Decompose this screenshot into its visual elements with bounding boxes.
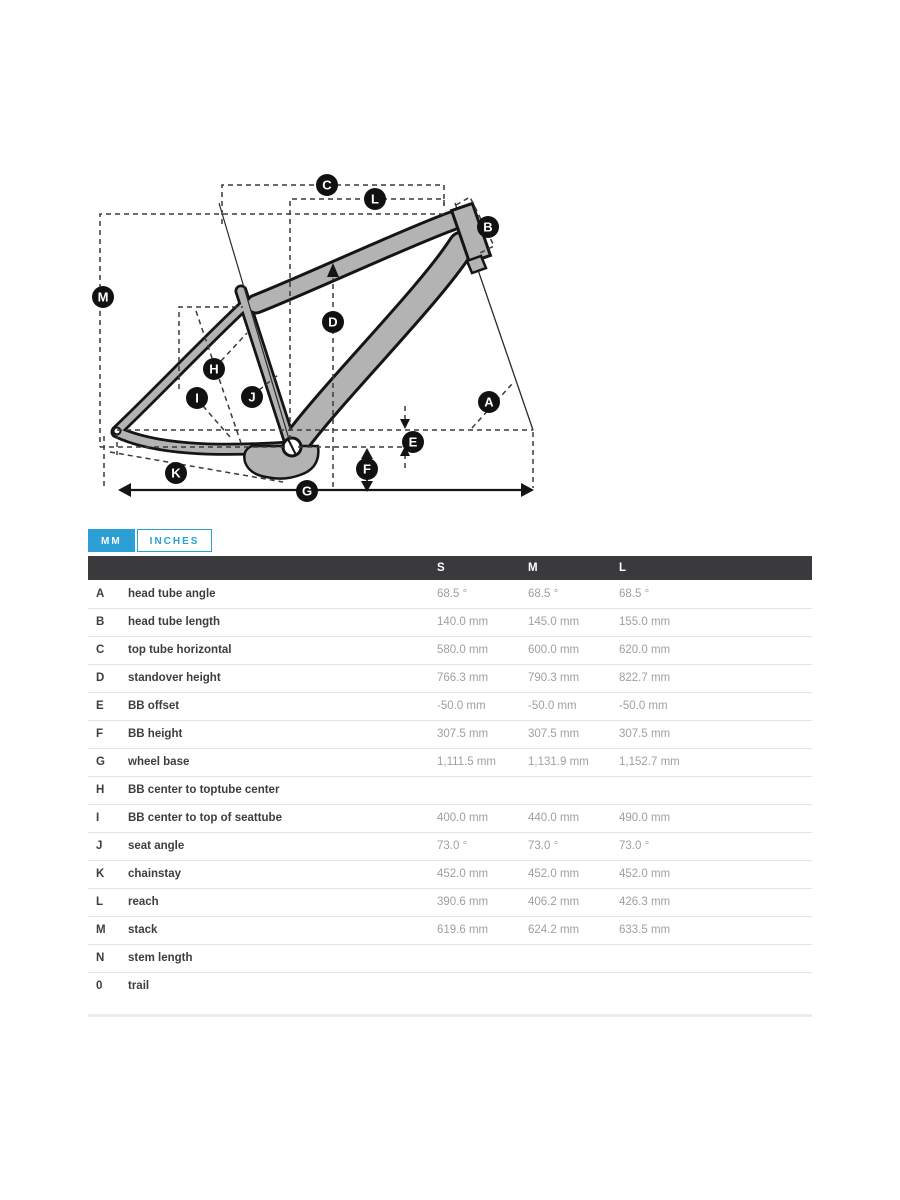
table-row [88,636,812,664]
label-l [364,188,386,210]
value-s: 1,111.5 mm [429,748,520,776]
svg-text:E: E [408,434,418,450]
svg-text:G: G [301,483,313,499]
value-m: 406.2 mm [520,888,611,916]
value-m [520,944,611,972]
geometry-table-wrap [88,556,812,1017]
row-name: head tube length [120,608,429,636]
header-size-l: L [611,556,812,580]
bike-geometry-diagram [85,160,545,508]
value-s: 307.5 mm [429,720,520,748]
value-s: -50.0 mm [429,692,520,720]
value-l: 452.0 mm [611,860,812,888]
value-m: 1,131.9 mm [520,748,611,776]
value-l: 155.0 mm [611,608,812,636]
value-l: 307.5 mm [611,720,812,748]
value-m: 600.0 mm [520,636,611,664]
value-s: 140.0 mm [429,608,520,636]
table-row [88,776,812,804]
value-l: 620.0 mm [611,636,812,664]
unit-tabs [88,529,812,552]
row-letter: D [88,664,120,692]
value-s: 452.0 mm [429,860,520,888]
row-name: head tube angle [120,580,429,608]
header-letter-spacer [88,556,120,580]
row-name: stack [120,916,429,944]
svg-text:B: B [483,219,493,235]
svg-text:D: D [328,314,338,330]
row-letter: C [88,636,120,664]
motor-housing [244,446,318,479]
row-letter: K [88,860,120,888]
svg-text:F: F [363,461,371,477]
table-row [88,944,812,972]
label-a [478,391,500,413]
svg-text:A: A [484,394,494,410]
value-l: -50.0 mm [611,692,812,720]
label-b [477,216,499,238]
value-m: 73.0 ° [520,832,611,860]
table-row [88,860,812,888]
row-name: reach [120,888,429,916]
value-m [520,972,611,1000]
row-name: BB offset [120,692,429,720]
row-letter: F [88,720,120,748]
value-l: 633.5 mm [611,916,812,944]
svg-text:J: J [248,389,256,405]
table-row [88,720,812,748]
value-l: 426.3 mm [611,888,812,916]
value-m: 440.0 mm [520,804,611,832]
row-name: BB center to top of seattube [120,804,429,832]
value-l: 73.0 ° [611,832,812,860]
svg-text:I: I [195,390,199,406]
value-s: 68.5 ° [429,580,520,608]
value-m [520,776,611,804]
row-letter: J [88,832,120,860]
value-m: 790.3 mm [520,664,611,692]
svg-text:C: C [322,177,332,193]
value-s [429,944,520,972]
table-row [88,804,812,832]
header-name-spacer [120,556,429,580]
value-l [611,972,812,1000]
value-m: 307.5 mm [520,720,611,748]
geometry-section [88,529,812,1017]
row-name: BB height [120,720,429,748]
row-name: standover height [120,664,429,692]
row-letter: G [88,748,120,776]
row-name: stem length [120,944,429,972]
value-l: 822.7 mm [611,664,812,692]
label-i [186,387,208,409]
value-s: 390.6 mm [429,888,520,916]
label-d [322,311,344,333]
value-s: 400.0 mm [429,804,520,832]
row-name: wheel base [120,748,429,776]
table-row [88,748,812,776]
value-m: 145.0 mm [520,608,611,636]
label-j [241,386,263,408]
label-k [165,462,187,484]
tab-mm[interactable]: MM [88,529,135,552]
pointer-i [203,406,230,437]
header-size-s: S [429,556,520,580]
row-name: top tube horizontal [120,636,429,664]
row-name: trail [120,972,429,1000]
label-c [316,174,338,196]
value-l: 1,152.7 mm [611,748,812,776]
table-row [88,664,812,692]
value-m: 452.0 mm [520,860,611,888]
table-row [88,916,812,944]
value-l: 68.5 ° [611,580,812,608]
svg-text:K: K [171,465,181,481]
value-s [429,972,520,1000]
dimension-arrows [118,263,534,497]
label-m [92,286,114,308]
svg-text:L: L [371,191,379,207]
row-letter: A [88,580,120,608]
tab-inches[interactable]: INCHES [137,529,213,552]
arrow-e-down [400,419,410,429]
label-g [296,480,318,502]
header-size-m: M [520,556,611,580]
value-s: 73.0 ° [429,832,520,860]
row-name: seat angle [120,832,429,860]
row-letter: L [88,888,120,916]
table-row [88,972,812,1000]
value-m: 624.2 mm [520,916,611,944]
geometry-table [88,556,812,1000]
value-l [611,944,812,972]
table-header-row [88,556,812,580]
label-h [203,358,225,380]
value-s: 619.6 mm [429,916,520,944]
label-f [356,458,378,480]
label-e [402,431,424,453]
row-letter: H [88,776,120,804]
table-row [88,888,812,916]
row-letter: B [88,608,120,636]
value-m: 68.5 ° [520,580,611,608]
table-row [88,608,812,636]
row-name: BB center to toptube center [120,776,429,804]
table-row [88,692,812,720]
row-name: chainstay [120,860,429,888]
pointer-h [221,333,247,361]
table-row [88,832,812,860]
value-l: 490.0 mm [611,804,812,832]
value-m: -50.0 mm [520,692,611,720]
row-letter: I [88,804,120,832]
row-letter: E [88,692,120,720]
value-s: 766.3 mm [429,664,520,692]
row-letter: M [88,916,120,944]
table-row [88,580,812,608]
svg-text:H: H [209,361,219,377]
bike-frame-svg [85,160,545,508]
svg-text:M: M [97,289,109,305]
value-s: 580.0 mm [429,636,520,664]
value-l [611,776,812,804]
value-s [429,776,520,804]
row-letter: N [88,944,120,972]
row-letter: 0 [88,972,120,1000]
